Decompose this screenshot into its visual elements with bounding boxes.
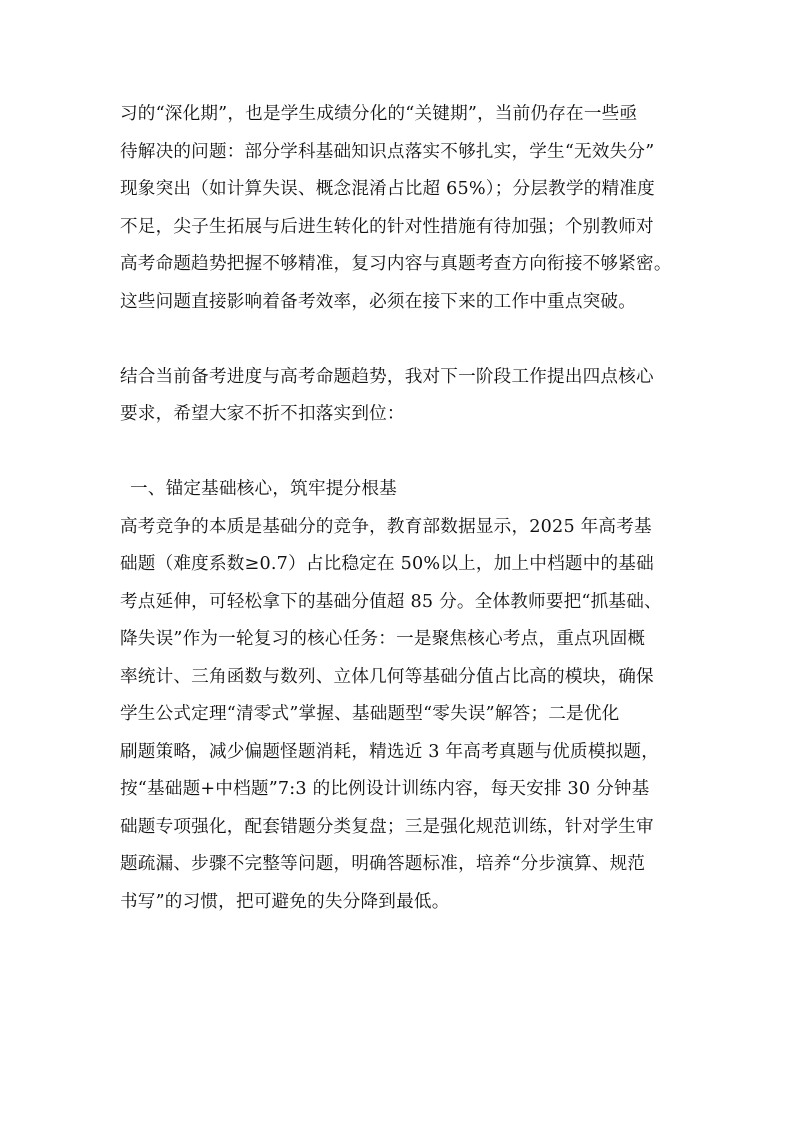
paragraph-3-line-7: 刷题策略，减少偏题怪题消耗，精选近 3 年高考真题与优质模拟题， xyxy=(120,741,660,762)
paragraph-1-line-1: 习的“深化期”，也是学生成绩分化的“关键期”，当前仍存在一些亟 xyxy=(120,104,638,124)
paragraph-3-line-5: 率统计、三角函数与数列、立体几何等基础分值占比高的模块，确保 xyxy=(120,666,654,687)
section-heading: 一、锚定基础核心，筑牢提分根基 xyxy=(130,479,397,499)
paragraph-3-line-8: 按“基础题+中档题”7:3 的比例设计训练内容，每天安排 30 分钟基 xyxy=(120,779,650,799)
paragraph-3-line-11: 书写”的习惯，把可避免的失分降到最低。 xyxy=(120,891,450,912)
paragraph-3-line-10: 题疏漏、步骤不完整等问题，明确答题标准，培养“分步演算、规范 xyxy=(120,854,646,874)
paragraph-1-line-2: 待解决的问题：部分学科基础知识点落实不够扎实，学生“无效失分” xyxy=(120,141,655,162)
document-body xyxy=(120,96,720,921)
paragraph-3-line-6: 学生公式定理“清零式”掌握、基础题型“零失误”解答；二是优化 xyxy=(120,704,620,724)
paragraph-1-line-3: 现象突出（如计算失误、概念混淆占比超 65%）；分层教学的精准度 xyxy=(120,179,655,199)
paragraph-2-line-2: 要求，希望大家不折不扣落实到位： xyxy=(120,404,405,424)
paragraph-3-line-2: 础题（难度系数≥0.7）占比稳定在 50%以上，加上中档题中的基础 xyxy=(120,554,654,574)
paragraph-3-line-9: 础题专项强化，配套错题分类复盘；三是强化规范训练，针对学生审 xyxy=(120,816,654,837)
paragraph-spacer xyxy=(120,434,720,472)
paragraph-1-line-4: 不足，尖子生拓展与后进生转化的针对性措施有待加强；个别教师对 xyxy=(120,216,654,237)
paragraph-3-line-1: 高考竞争的本质是基础分的竞争，教育部数据显示，2025 年高考基 xyxy=(120,516,652,537)
paragraph-3-line-4: 降失误”作为一轮复习的核心任务：一是聚焦核心考点，重点巩固概 xyxy=(120,629,646,649)
paragraph-3-line-3: 考点延伸，可轻松拿下的基础分值超 85 分。全体教师要把“抓基础、 xyxy=(120,591,662,612)
paragraph-2-line-1: 结合当前备考进度与高考命题趋势，我对下一阶段工作提出四点核心 xyxy=(120,366,654,387)
paragraph-1-line-5: 高考命题趋势把握不够精准，复习内容与真题考查方向衔接不够紧密。 xyxy=(120,254,672,274)
paragraph-spacer xyxy=(120,321,720,359)
paragraph-1-line-6: 这些问题直接影响着备考效率，必须在接下来的工作中重点突破。 xyxy=(120,291,637,312)
